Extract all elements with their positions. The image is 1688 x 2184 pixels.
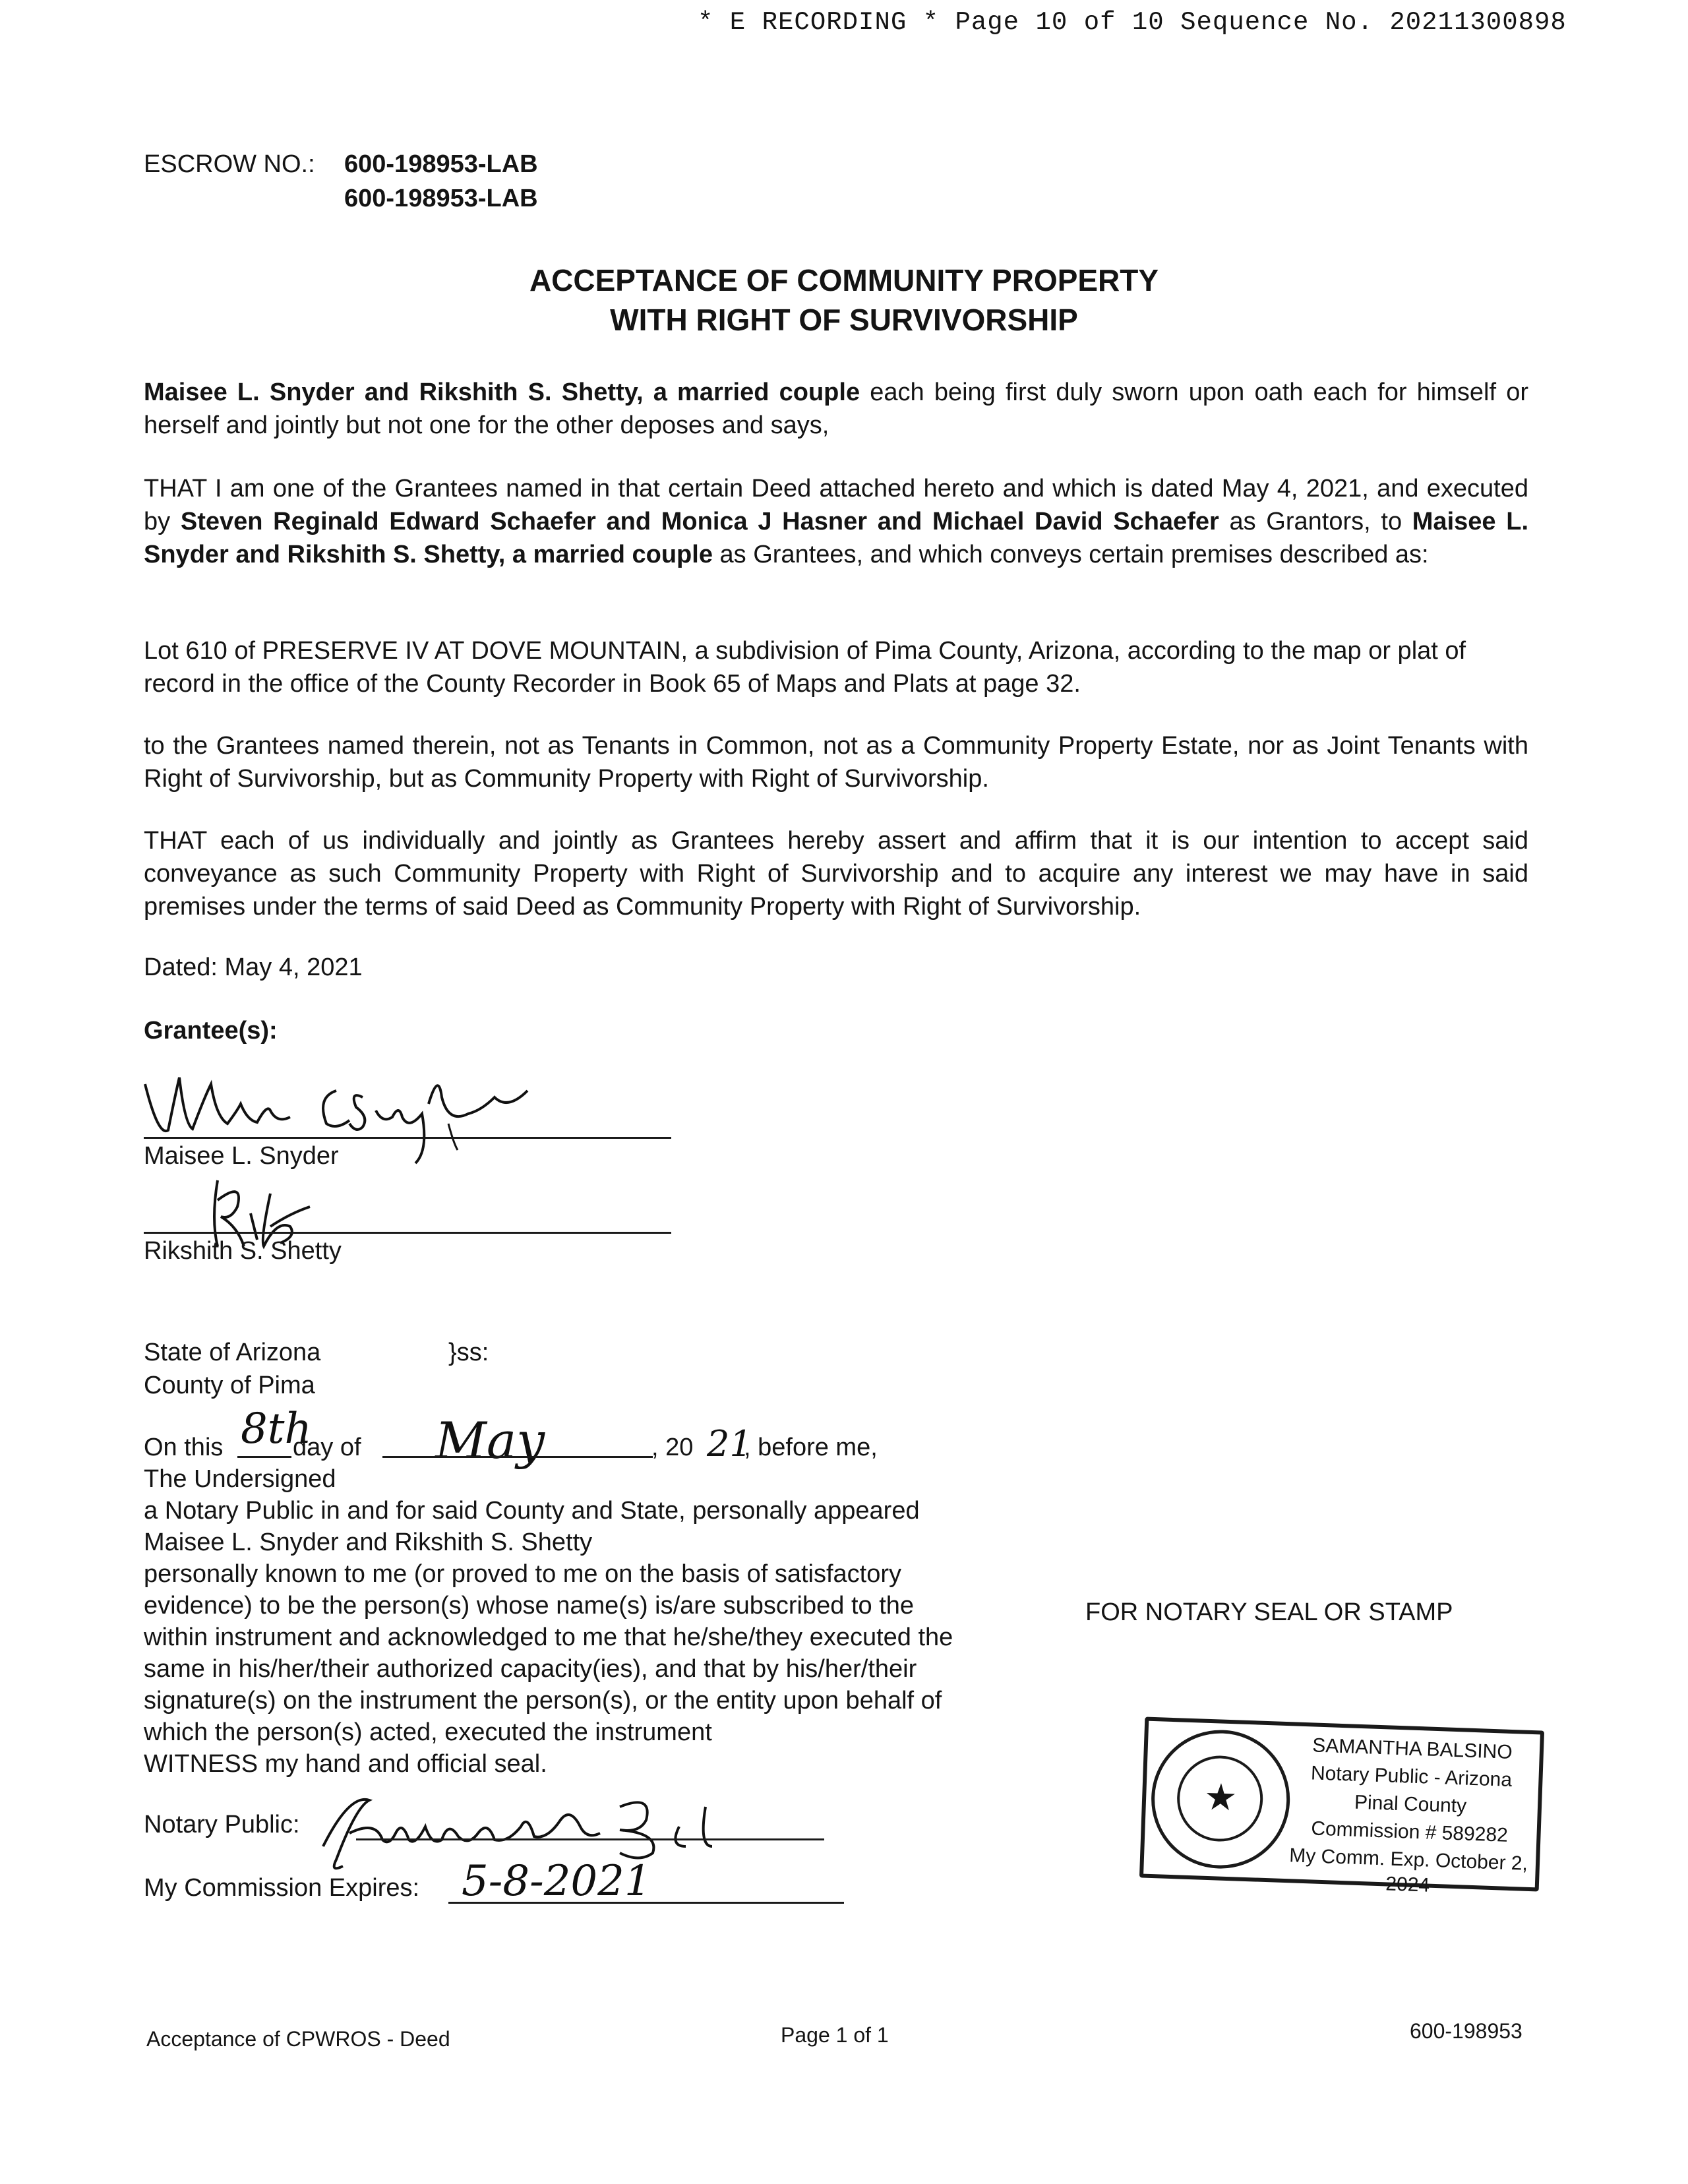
- year-prefix: , 20: [651, 1434, 694, 1461]
- intro-paragraph: [144, 376, 1528, 442]
- stamp-county: Pinal County: [1354, 1791, 1467, 1817]
- venue-state: State of Arizona: [144, 1339, 321, 1366]
- notary-line-6: same in his/her/their authorized capacity(ies), and that by his/her/their: [144, 1655, 917, 1683]
- intro-text: each being first duly sworn upon oath each for himself or herself and jointly but not one for the other deposes and says,: [144, 379, 1528, 439]
- grantee-1-name: Maisee L. Snyder: [144, 1142, 339, 1170]
- day-of-label: day of: [293, 1434, 361, 1461]
- grantee-1-signature-line: [144, 1137, 671, 1139]
- tenancy-paragraph: to the Grantees named therein, not as Tenants in Common, not as a Community Property Estate, nor as Joint Tenants with Right of Survivorship, but as Community Property with Right of Survivorship.: [144, 732, 1528, 793]
- notary-year-value: 21: [707, 1423, 752, 1465]
- deed-text-3: as Grantees, and which conveys certain premises described as:: [712, 541, 1429, 568]
- deed-grantors: Steven Reginald Edward Schaefer and Monica J Hasner and Michael David Schaefer: [180, 508, 1219, 535]
- notary-undersigned: The Undersigned: [144, 1465, 336, 1493]
- venue-county: County of Pima: [144, 1372, 315, 1399]
- seal-star-icon: ★: [1203, 1775, 1238, 1819]
- affirm-paragraph: THAT each of us individually and jointly as Grantees hereby assert and affirm that it is our intention to accept said conveyance as such Community Property with Right of Survivorship and to acquire any interest we may have in said premises under the terms of said Deed as Community Property with Right of Survivorship.: [144, 827, 1528, 921]
- seal-label: FOR NOTARY SEAL OR STAMP: [1085, 1598, 1453, 1626]
- grantees-heading: Grantee(s):: [144, 1017, 278, 1045]
- notary-line-8: which the person(s) acted, executed the instrument: [144, 1718, 712, 1746]
- notary-line-7: signature(s) on the instrument the person(s), or the entity upon behalf of: [144, 1687, 942, 1714]
- footer-page: Page 1 of 1: [781, 2023, 889, 2047]
- stamp-name: SAMANTHA BALSINO: [1311, 1734, 1513, 1763]
- deed-text-1: THAT I am one of the Grantees named in that certain Deed attached hereto and which is dated May 4, 2021, and executed by: [144, 475, 1528, 535]
- notary-stamp: [1139, 1716, 1544, 1896]
- escrow-label: ESCROW NO.:: [144, 150, 315, 178]
- notary-public-label: Notary Public:: [144, 1811, 300, 1838]
- deed-grantees: Maisee L. Snyder and Rikshith S. Shetty, a married couple: [144, 508, 1528, 568]
- commission-expires-value: 5-8-2021: [462, 1857, 651, 1906]
- intro-parties: Maisee L. Snyder and Rikshith S. Shetty, a married couple: [144, 379, 860, 406]
- footer-left: Acceptance of CPWROS - Deed: [146, 2027, 450, 2051]
- dated-line: Dated: May 4, 2021: [144, 954, 363, 981]
- escrow-number-2: 600-198953-LAB: [344, 185, 538, 212]
- notary-day-value: 8th: [241, 1405, 312, 1453]
- notary-month-line: [382, 1456, 653, 1458]
- notary-day-line: [237, 1456, 291, 1458]
- notary-line-1: a Notary Public in and for said County and State, personally appeared: [144, 1497, 920, 1525]
- notary-month-value: May: [435, 1411, 545, 1470]
- deed-text-2: as Grantors, to: [1219, 508, 1412, 535]
- stamp-expires: My Comm. Exp. October 2, 2024: [1288, 1844, 1528, 1896]
- legal-description: Lot 610 of PRESERVE IV AT DOVE MOUNTAIN, a subdivision of Pima County, Arizona, according to the map or plat of record in the office of the County Recorder in Book 65 of Maps and Plats at page 32.: [144, 637, 1466, 698]
- commission-expires-line: [448, 1902, 844, 1904]
- notary-signature-line: [356, 1838, 824, 1840]
- notary-line-3: personally known to me (or proved to me on the basis of satisfactory: [144, 1560, 901, 1588]
- grantee-2-signature-line: [144, 1232, 671, 1234]
- on-this-label: On this: [144, 1434, 224, 1461]
- stamp-title: Notary Public - Arizona: [1310, 1762, 1513, 1791]
- deed-paragraph: [144, 472, 1528, 571]
- document-title-line-2: WITH RIGHT OF SURVIVORSHIP: [610, 303, 1078, 337]
- before-me-label: , before me,: [744, 1434, 878, 1461]
- notary-line-4: evidence) to be the person(s) whose name(s) is/are subscribed to the: [144, 1592, 915, 1620]
- stamp-commission: Commission # 589282: [1310, 1817, 1509, 1846]
- commission-expires-label: My Commission Expires:: [144, 1874, 420, 1902]
- notary-line-5: within instrument and acknowledged to me that he/she/they executed the: [144, 1623, 953, 1651]
- notary-line-2: Maisee L. Snyder and Rikshith S. Shetty: [144, 1529, 593, 1556]
- escrow-number-1: 600-198953-LAB: [344, 150, 538, 178]
- footer-right: 600-198953: [1410, 2019, 1522, 2043]
- document-title-line-1: ACCEPTANCE OF COMMUNITY PROPERTY: [529, 263, 1159, 297]
- grantee-2-name: Rikshith S. Shetty: [144, 1237, 342, 1265]
- recording-header: * E RECORDING * Page 10 of 10 Sequence No. 20211300898: [698, 8, 1567, 37]
- venue-ss: }ss:: [448, 1339, 489, 1366]
- notary-line-9: WITNESS my hand and official seal.: [144, 1750, 547, 1778]
